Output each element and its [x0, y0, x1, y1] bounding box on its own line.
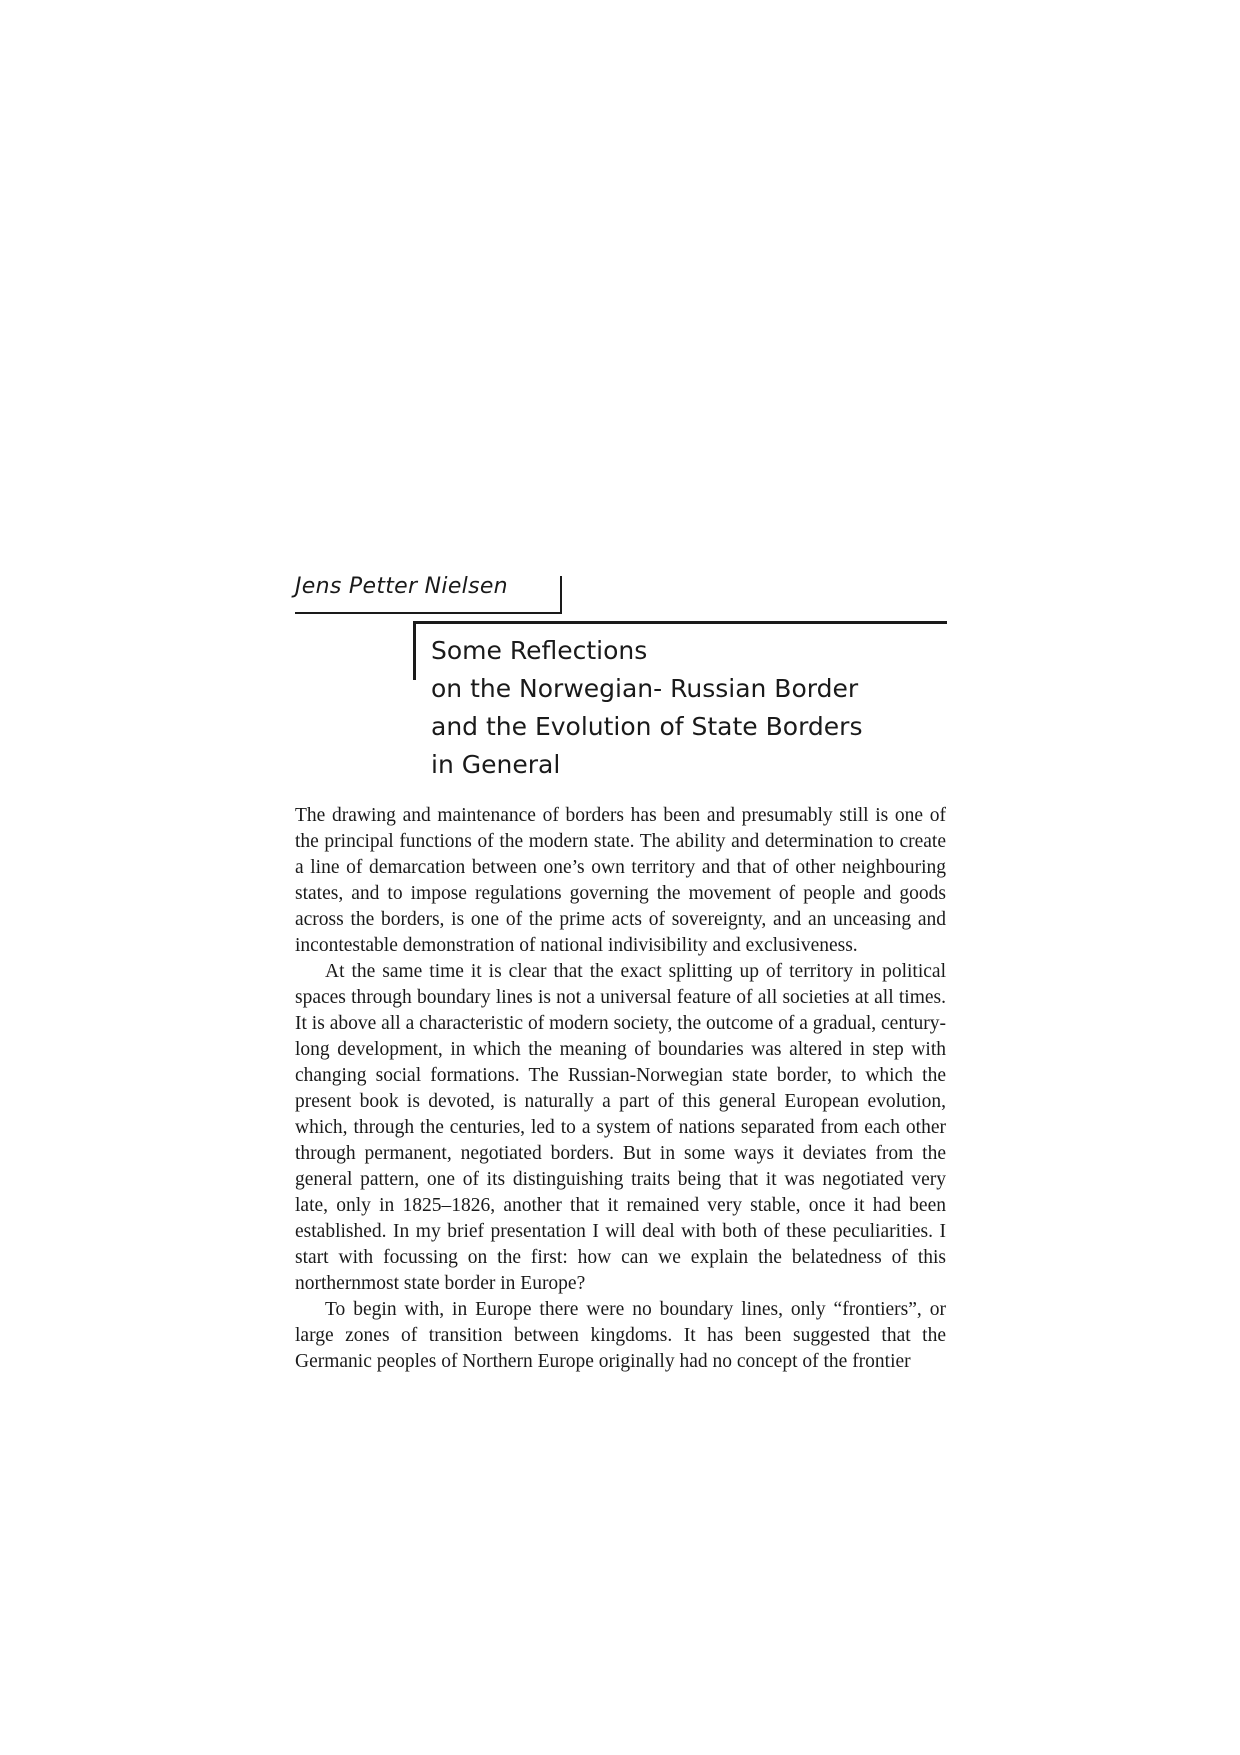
title-rule-horizontal — [413, 621, 947, 624]
body-text — [295, 803, 946, 1375]
title-line: and the Evolution of State Borders — [431, 712, 863, 741]
author-rule-vertical — [560, 576, 562, 614]
title-rule-vertical — [413, 621, 416, 680]
paragraph: To begin with, in Europe there were no boundary lines, only “frontiers”, or large zones of transition between kingdoms. It has been suggested that the Germanic peoples of Northern Europe originally had no concept of the frontier — [295, 1299, 946, 1372]
paragraph: At the same time it is clear that the exact splitting up of territory in political spaces through boundary lines is not a universal feature of all societies at all times. It is above all a characteristic of modern society, the outcome of a gradual, century-long development, in which the meaning of boundaries was altered in step with changing social formations. The Russian-Norwegian state border, to which the present book is devoted, is naturally a part of this general European evolution, which, through the centuries, led to a system of nations separated from each other through permanent, negotiated borders. But in some ways it deviates from the general pattern, one of its distinguishing traits being that it was negotiated very late, only in 1825–1826, another that it remained very stable, once it had been established. In my brief presentation I will deal with both of these peculiarities. I start with focussing on the first: how can we explain the belatedness of this northernmost state border in Europe? — [295, 961, 946, 1294]
paragraph: The drawing and maintenance of borders has been and presumably still is one of the principal functions of the modern state. The ability and determination to create a line of demarcation between one’s own territory and that of other neighbouring states, and to impose regulations governing the movement of people and goods across the borders, is one of the prime acts of sovereignty, and an unceasing and incontestable demonstration of national indivisibility and exclusiveness. — [295, 805, 946, 956]
chapter-title — [431, 632, 862, 784]
author-name: Jens Petter Nielsen — [295, 574, 508, 599]
title-line: Some Reflections — [431, 636, 648, 665]
title-line: in General — [431, 750, 561, 779]
title-line: on the Norwegian- Russian Border — [431, 674, 859, 703]
author-rule-horizontal — [295, 612, 562, 614]
